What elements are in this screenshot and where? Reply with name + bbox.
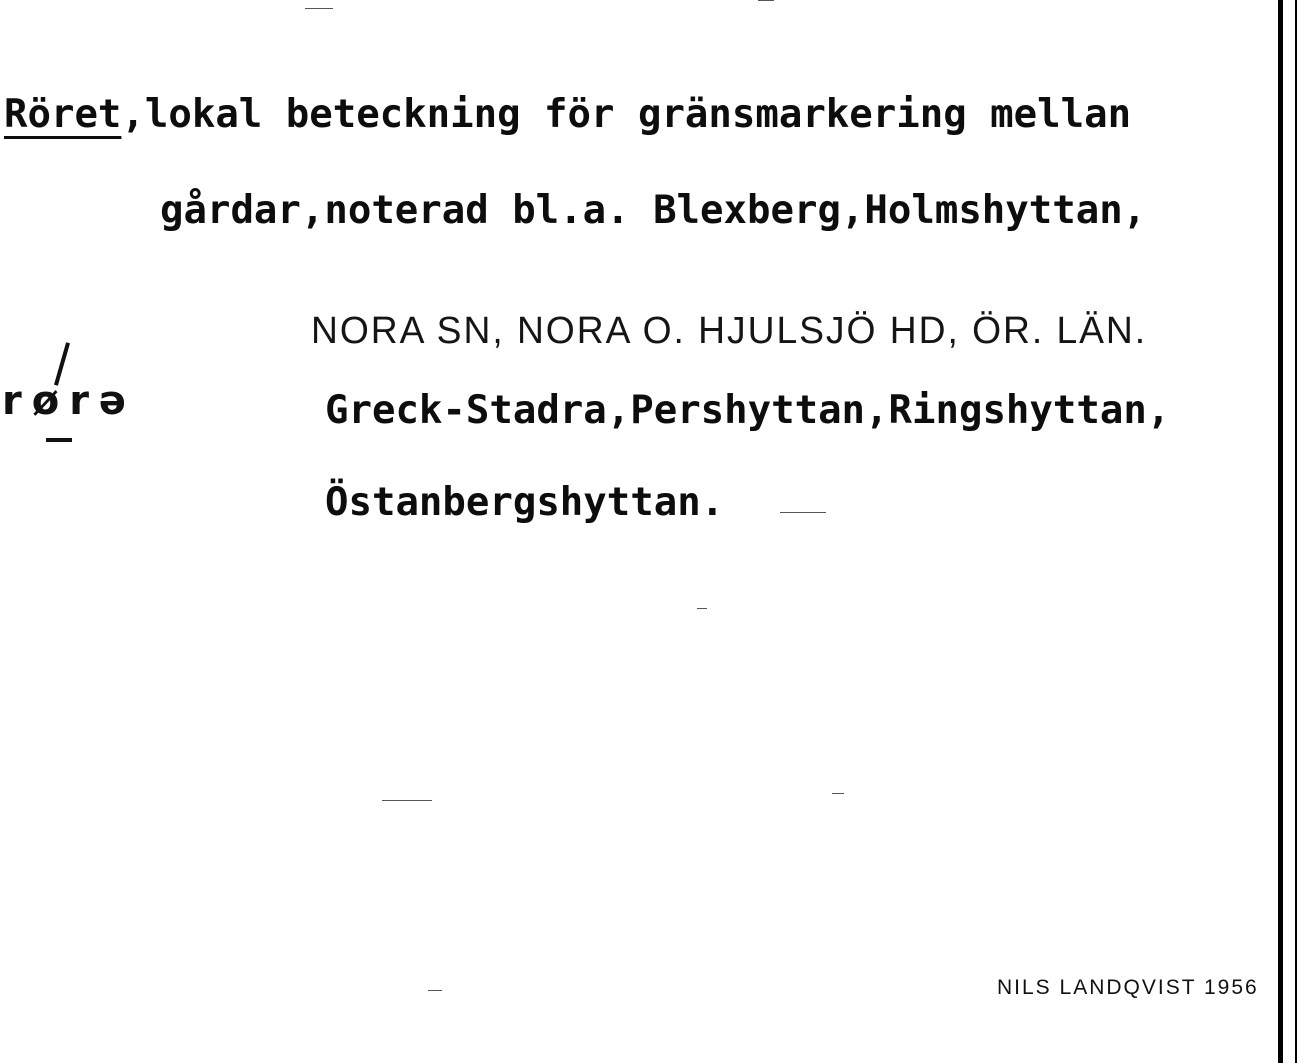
card-edge-line	[1278, 0, 1283, 1063]
scan-speck	[780, 512, 826, 513]
card-edge-line-thin	[1295, 0, 1297, 1063]
definition-line-3: Greck-Stadra,Pershyttan,Ringshyttan,	[325, 388, 1171, 433]
phonetic-underline	[46, 438, 72, 442]
parish-stamp: NORA SN, NORA O. HJULSJÖ HD, ÖR. LÄN.	[311, 310, 1148, 352]
scan-speck	[832, 793, 844, 794]
definition-line-1-text: ,lokal beteckning för gränsmarkering mellan	[121, 92, 1132, 137]
scan-speck	[697, 608, 707, 609]
definition-line-4: Östanbergshyttan.	[325, 480, 725, 525]
phonetic-transcription: rørə	[2, 378, 137, 424]
definition-line-1	[4, 92, 1131, 137]
scan-speck	[758, 0, 774, 1]
headword: Röret	[4, 92, 122, 137]
collector-signature: NILS LANDQVIST 1956	[997, 976, 1259, 999]
scan-speck	[305, 8, 333, 9]
definition-line-2: gårdar,noterad bl.a. Blexberg,Holmshyttan,	[160, 188, 1147, 233]
scan-speck	[428, 990, 442, 991]
scan-speck	[382, 800, 432, 801]
